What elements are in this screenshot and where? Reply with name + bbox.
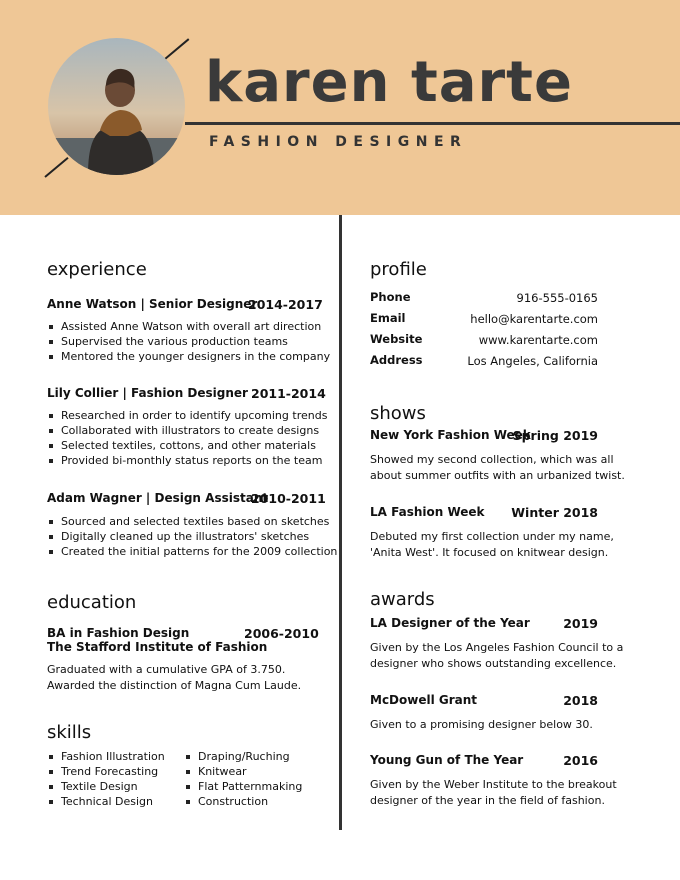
- award-1-description: [370, 640, 623, 672]
- award-1-year: 2019: [563, 616, 598, 631]
- list-item: Construction: [198, 794, 302, 809]
- profile-heading: profile: [370, 259, 427, 280]
- job-2-bullets: [47, 408, 327, 468]
- column-divider: [339, 215, 342, 830]
- education-heading: education: [47, 592, 137, 613]
- list-item: Collaborated with illustrators to create designs: [61, 423, 327, 438]
- address-label: Address: [370, 353, 423, 367]
- list-item: Knitwear: [198, 764, 302, 779]
- phone-label: Phone: [370, 290, 411, 304]
- award-3-description: [370, 777, 617, 809]
- email-label: Email: [370, 311, 406, 325]
- candidate-name: karen tarte: [205, 50, 573, 115]
- show-1-date: Spring 2019: [512, 428, 598, 443]
- award-3-year: 2016: [563, 753, 598, 768]
- list-item: Digitally cleaned up the illustrators' sketches: [61, 529, 337, 544]
- award-2-name: McDowell Grant: [370, 693, 478, 707]
- award-1-line-1: Given by the Los Angeles Fashion Council to a: [370, 641, 624, 654]
- job-1-dates: 2014-2017: [248, 297, 323, 312]
- list-item: Supervised the various production teams: [61, 334, 330, 349]
- show-2-name: LA Fashion Week: [370, 505, 485, 519]
- job-3-heading: Adam Wagner | Design Assistant: [47, 491, 269, 505]
- show-1-name: New York Fashion Week: [370, 428, 531, 442]
- show-2-line-2: 'Anita West'. It focused on knitwear design.: [370, 546, 609, 559]
- job-2-heading: Lily Collier | Fashion Designer: [47, 386, 248, 400]
- shows-heading: shows: [370, 403, 426, 424]
- skills-column-1: [47, 749, 165, 809]
- email-value: hello@karentarte.com: [470, 312, 598, 326]
- list-item: Flat Patternmaking: [198, 780, 303, 793]
- show-1-line-1: Showed my second collection, which was all: [370, 453, 614, 466]
- list-item: Textile Design: [61, 779, 165, 794]
- profile-photo: [48, 38, 185, 175]
- list-item: Selected textiles, cottons, and other materials: [61, 438, 327, 453]
- skills-heading: skills: [47, 722, 92, 743]
- job-1-heading: Anne Watson | Senior Designer: [47, 297, 258, 311]
- awards-heading: awards: [370, 589, 435, 610]
- award-3-line-2: designer of the year in the field of fashion.: [370, 794, 605, 807]
- education-school: The Stafford Institute of Fashion: [47, 640, 268, 654]
- show-2-date: Winter 2018: [511, 505, 598, 520]
- list-item: Sourced and selected textiles based on sketches: [61, 514, 337, 529]
- address-value: Los Angeles, California: [467, 354, 598, 368]
- job-2-dates: 2011-2014: [251, 386, 326, 401]
- website-value: www.karentarte.com: [478, 333, 598, 347]
- job-1-bullets: [47, 319, 330, 364]
- job-3-bullets: [47, 514, 337, 559]
- website-label: Website: [370, 332, 423, 346]
- list-item: Researched in order to identify upcoming trends: [61, 409, 328, 422]
- education-line-1: Graduated with a cumulative GPA of 3.750.: [47, 663, 286, 676]
- award-3-line-1: Given by the Weber Institute to the breakout: [370, 778, 617, 791]
- experience-heading: experience: [47, 259, 147, 280]
- name-underline: [185, 122, 680, 125]
- list-item: Created the initial patterns for the 2009 collection: [61, 545, 338, 558]
- list-item: Draping/Ruching: [198, 749, 302, 764]
- award-3-name: Young Gun of The Year: [370, 753, 524, 767]
- award-1-line-2: designer who shows outstanding excellence.: [370, 657, 617, 670]
- list-item: Fashion Illustration: [61, 750, 165, 763]
- list-item: Provided bi-monthly status reports on the team: [61, 453, 327, 468]
- list-item: Assisted Anne Watson with overall art direction: [61, 319, 330, 334]
- education-line-2: Awarded the distinction of Magna Cum Laude.: [47, 679, 302, 692]
- award-2-description: Given to a promising designer below 30.: [370, 718, 593, 731]
- show-2-line-1: Debuted my first collection under my name,: [370, 530, 614, 543]
- list-item: Technical Design: [61, 794, 165, 809]
- show-1-description: [370, 452, 625, 484]
- education-degree: BA in Fashion Design: [47, 626, 190, 640]
- job-3-dates: 2010-2011: [251, 491, 326, 506]
- phone-value: 916-555-0165: [516, 291, 598, 305]
- skills-column-2: [184, 749, 302, 809]
- award-2-year: 2018: [563, 693, 598, 708]
- list-item: Mentored the younger designers in the company: [61, 350, 331, 363]
- show-2-description: [370, 529, 614, 561]
- award-1-name: LA Designer of the Year: [370, 616, 530, 630]
- education-details: [47, 662, 301, 694]
- show-1-line-2: about summer outfits with an urbanized twist.: [370, 469, 625, 482]
- education-dates: 2006-2010: [244, 626, 319, 641]
- job-title: FASHION DESIGNER: [209, 134, 468, 150]
- list-item: Trend Forecasting: [61, 764, 165, 779]
